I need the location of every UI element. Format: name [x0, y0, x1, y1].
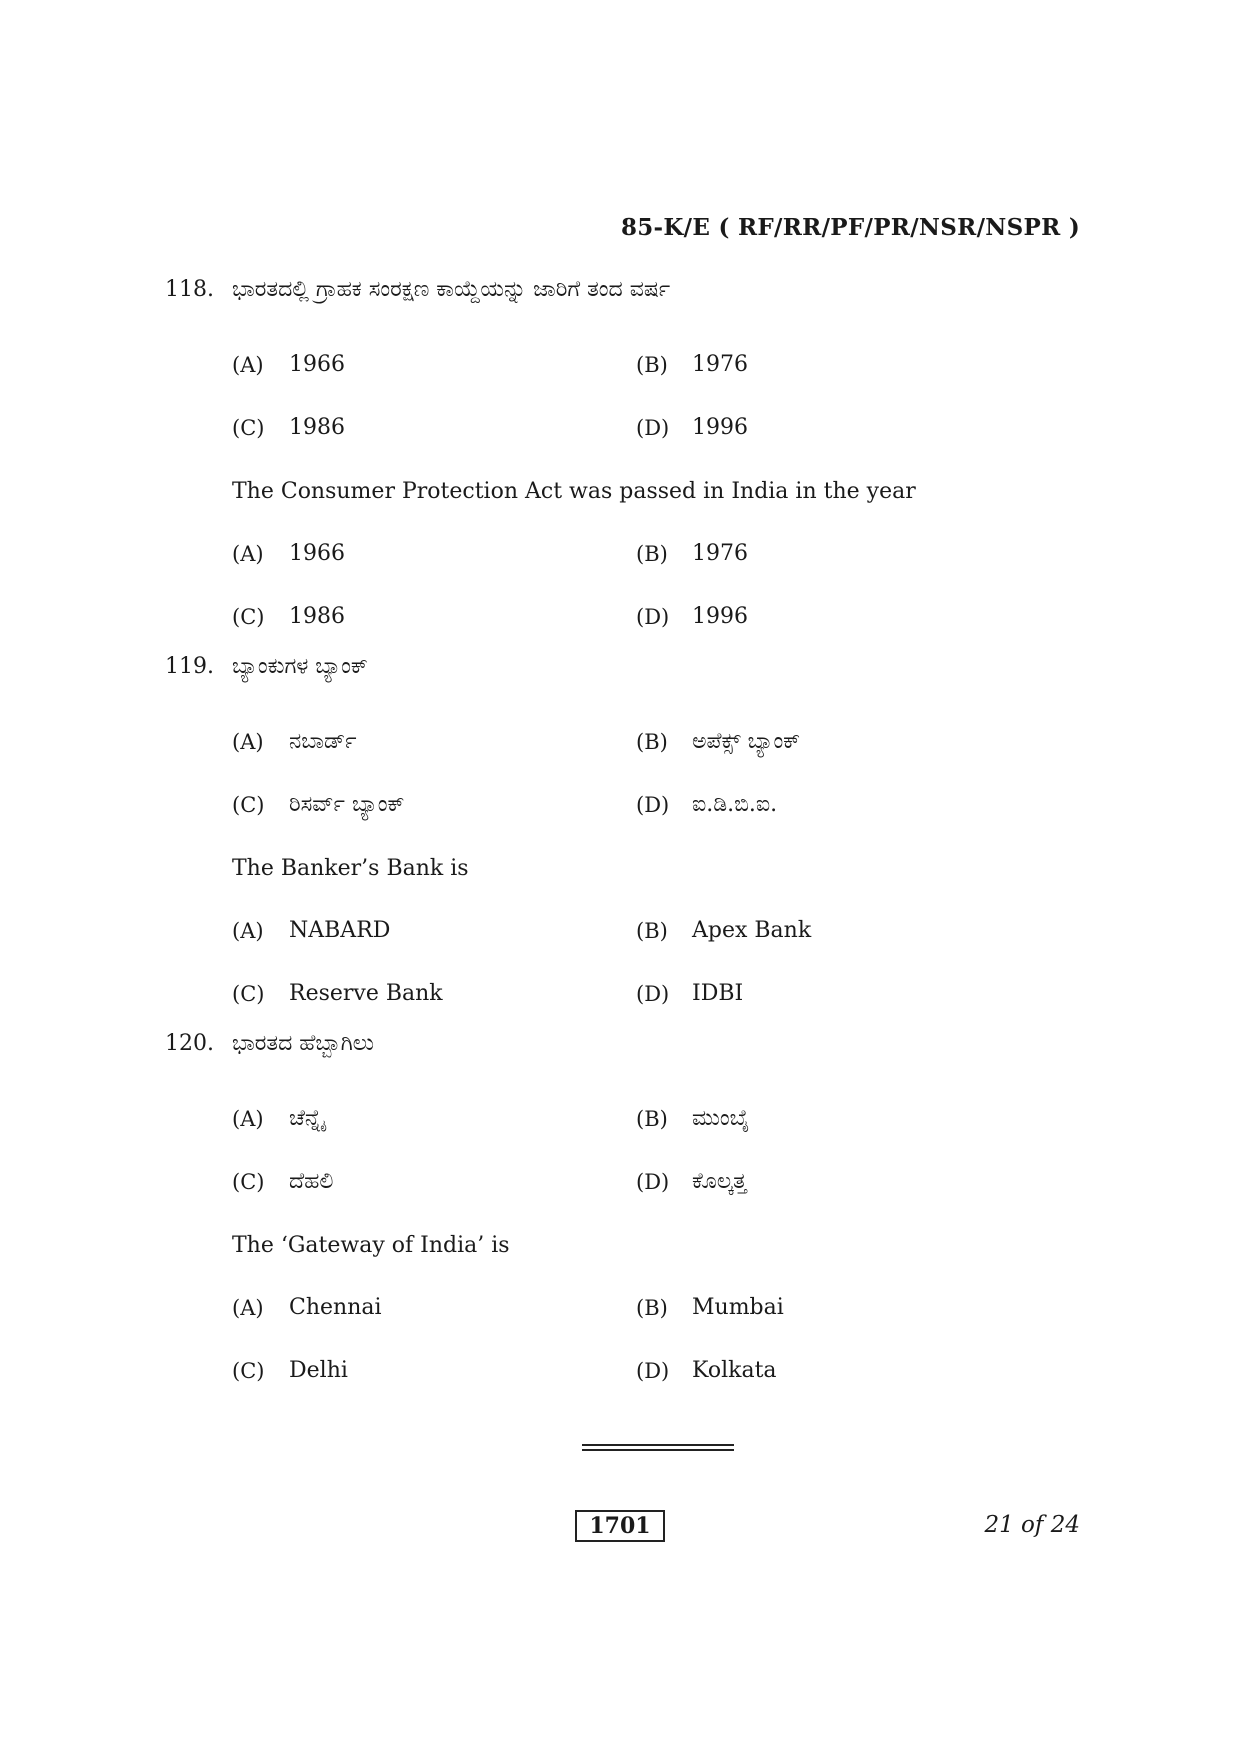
- option-text: 1976: [692, 541, 748, 566]
- option-text: 1976: [692, 352, 748, 377]
- option-text: NABARD: [289, 918, 391, 943]
- option-text: 1986: [289, 604, 345, 629]
- question-stem-kannada: ಭಾರತದಲ್ಲಿ ಗ್ರಾಹಕ ಸಂರಕ್ಷಣ ಕಾಯ್ದೆಯನ್ನು ಜಾರಿಗೆ ತಂದ ವರ್ಷ: [232, 277, 671, 302]
- question-stem-kannada: ಬ್ಯಾಂಕುಗಳ ಬ್ಯಾಂಕ್: [232, 654, 368, 679]
- option-text: Delhi: [289, 1358, 348, 1383]
- option-text: 1986: [289, 415, 345, 440]
- option-label: (A): [232, 730, 264, 754]
- option-text: 1996: [692, 415, 748, 440]
- option-text: ರಿಸರ್ವ್ ಬ್ಯಾಂಕ್: [289, 792, 405, 817]
- option-label: (D): [636, 793, 670, 817]
- option-label: (B): [636, 542, 668, 566]
- question-number: 120.: [165, 1031, 214, 1056]
- section-end-rule: [582, 1449, 734, 1451]
- option-label: (B): [636, 919, 668, 943]
- option-text: Chennai: [289, 1295, 382, 1320]
- option-text: ಚೆನ್ನೈ: [289, 1106, 325, 1131]
- option-text: ನಬಾರ್ಡ್: [289, 729, 357, 754]
- option-label: (B): [636, 1107, 668, 1131]
- option-label: (B): [636, 353, 668, 377]
- option-label: (C): [232, 982, 265, 1006]
- paper-code-box: 1701: [575, 1510, 665, 1542]
- option-text: Reserve Bank: [289, 981, 443, 1006]
- option-label: (C): [232, 793, 265, 817]
- option-text: Apex Bank: [692, 918, 812, 943]
- option-label: (A): [232, 1296, 264, 1320]
- option-text: 1996: [692, 604, 748, 629]
- option-label: (D): [636, 416, 670, 440]
- question-stem-english: The Consumer Protection Act was passed in India in the year: [232, 479, 916, 504]
- question-number: 119.: [165, 654, 214, 679]
- option-label: (C): [232, 605, 265, 629]
- option-label: (D): [636, 1170, 670, 1194]
- option-text: IDBI: [692, 981, 744, 1006]
- option-label: (A): [232, 919, 264, 943]
- paper-header-code: 85-K/E ( RF/RR/PF/PR/NSR/NSPR ): [620, 214, 1080, 241]
- question-number: 118.: [165, 277, 214, 302]
- option-label: (B): [636, 730, 668, 754]
- question-stem-english: The ‘Gateway of India’ is: [232, 1233, 510, 1258]
- option-label: (D): [636, 605, 670, 629]
- option-label: (D): [636, 1359, 670, 1383]
- option-text: ದೆಹಲಿ: [289, 1169, 334, 1194]
- option-text: Mumbai: [692, 1295, 784, 1320]
- option-text: ಅಪೆಕ್ಸ್ ಬ್ಯಾಂಕ್: [692, 729, 801, 754]
- question-stem-kannada: ಭಾರತದ ಹೆಬ್ಬಾಗಿಲು: [232, 1031, 375, 1056]
- option-label: (D): [636, 982, 670, 1006]
- option-label: (C): [232, 416, 265, 440]
- option-label: (C): [232, 1359, 265, 1383]
- option-label: (A): [232, 353, 264, 377]
- option-text: ಐ.ಡಿ.ಬಿ.ಐ.: [692, 792, 778, 817]
- option-label: (B): [636, 1296, 668, 1320]
- section-end-rule: [582, 1444, 734, 1446]
- option-text: Kolkata: [692, 1358, 777, 1383]
- option-text: ಕೊಲ್ಕತ್ತ: [692, 1169, 747, 1194]
- page-number: 21 of 24: [984, 1512, 1080, 1538]
- option-text: 1966: [289, 541, 345, 566]
- question-stem-english: The Banker’s Bank is: [232, 856, 469, 881]
- option-text: 1966: [289, 352, 345, 377]
- option-label: (C): [232, 1170, 265, 1194]
- option-text: ಮುಂಬೈ: [692, 1106, 750, 1131]
- option-label: (A): [232, 1107, 264, 1131]
- option-label: (A): [232, 542, 264, 566]
